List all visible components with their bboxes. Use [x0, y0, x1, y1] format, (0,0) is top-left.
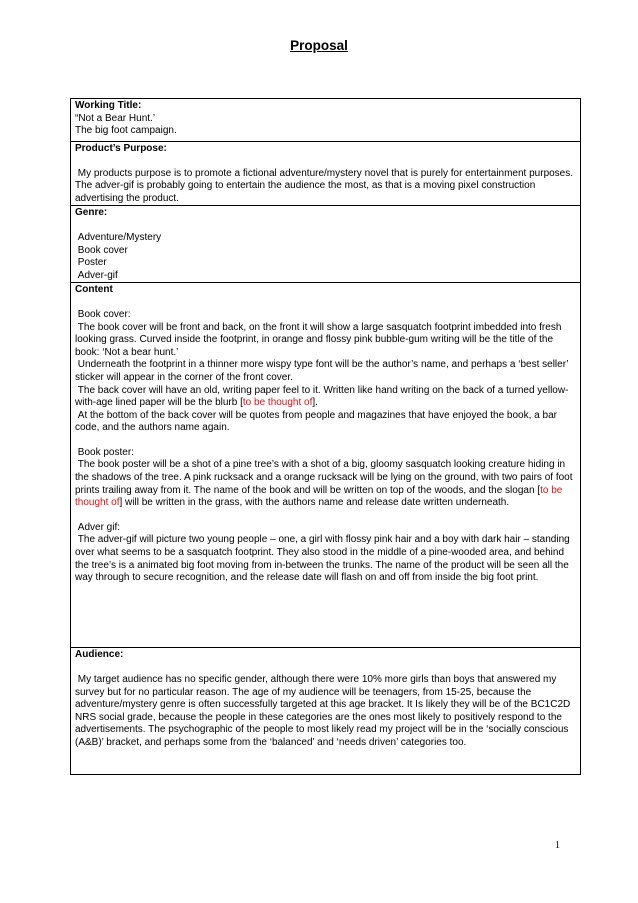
working-title-line2: The big foot campaign.: [75, 125, 177, 137]
purpose-cell: [71, 142, 581, 206]
purpose-row: [71, 142, 581, 206]
genre-item: Adver-gif: [75, 269, 118, 281]
book-cover-paragraph: Underneath the footprint in a thinner more wispy type font will be the author’s name, and perhaps a ‘best seller’ sticker will appear in the corner of the front cover.: [75, 359, 572, 383]
book-poster-label: Book poster:: [75, 446, 134, 458]
blurb-placeholder: to be thought of: [242, 397, 313, 409]
working-title-row: [71, 99, 581, 142]
content-cell: [71, 283, 581, 648]
poster-text-b: ] will be written in the grass, with the authors name and release date written underneath.: [119, 497, 510, 509]
content-row: [71, 283, 581, 648]
adver-gif-paragraph: The adver-gif will picture two young people – one, a girl with flossy pink hair and a boy with dark hair – standing over what seems to be a sasquatch footprint. They also stood in the middle of a pine-wooded area, and behind the tree’s is a animated big foot moving from in-between the trunks. The name of the product will be seen all the way through to secure recognition, and the release date will flash on and off from inside the big foot print.: [75, 534, 573, 584]
genre-item: Adventure/Mystery: [75, 231, 162, 243]
genre-heading: Genre:: [75, 207, 108, 219]
genre-row: [71, 206, 581, 283]
blurb-text-b: ].: [312, 397, 318, 409]
audience-cell: [71, 648, 581, 775]
purpose-heading: Product’s Purpose:: [75, 143, 167, 154]
genre-cell: [71, 206, 581, 283]
working-title-cell: [71, 99, 581, 142]
genre-item: Poster: [75, 257, 107, 269]
purpose-text: My products purpose is to promote a fictional adventure/mystery novel that is purely for entertainment purposes. The adver-gif is probably going to entertain the audience the most, as that is a moving pixel construction advertising the product.: [75, 167, 576, 204]
working-title-line1: “Not a Bear Hunt.’: [75, 112, 156, 124]
adver-gif-label: Adver gif:: [75, 521, 121, 533]
book-cover-paragraph: The book cover will be front and back, on the front it will show a large sasquatch footprint imbedded into fresh looking grass. Curved inside the footprint, in orange and flossy pink bubble-gum writing will be the title of the book: ‘Not a bear hunt.’: [75, 321, 565, 358]
poster-text-a: The book poster will be a shot of a pine tree’s with a shot of a big, gloomy sasquatch looking creature hiding in the shadows of the tree. A pink rucksack and a orange rucksack will be lying on the ground, with two pairs of foot prints trailing away from it. The name of the book and will be written on top of the woods, and the slogan [: [75, 459, 576, 496]
audience-heading: Audience:: [75, 649, 124, 661]
book-poster-paragraph: [75, 459, 576, 509]
genre-item: Book cover: [75, 244, 128, 256]
book-cover-blurb-paragraph: [75, 385, 576, 410]
content-heading: Content: [75, 284, 113, 296]
blurb-text-a: The back cover will have an old, writing paper feel to it. Written like hand writing on the back of a turned yellow-with-age lined paper will be the blurb [: [75, 384, 569, 409]
audience-text: My target audience has no specific gender, although there were 10% more girls than boys that answered my survey but for no particular reason. The age of my audience will be teenagers, from 15-25, because the adventure/mystery genre is often successfully targeted at this age bracket. It Is likely they will be of the BC1C2D NRS social grade, because the people in these categories are the ones most likely to positively respond to the advertisements. The psychographic of the people to most likely read my project will be in the ‘socially conscious (A&B)’ bracket, and perhaps some from the ‘balanced’ and ‘needs driven’ categories too.: [75, 673, 574, 748]
page-number: 1: [555, 840, 560, 851]
proposal-table: [70, 98, 581, 775]
book-cover-paragraph: At the bottom of the back cover will be quotes from people and magazines that have enjoyed the book, a bar code, and the authors name again.: [75, 409, 560, 434]
working-title-heading: Working Title:: [75, 100, 142, 111]
page-title: Proposal: [290, 38, 348, 53]
book-cover-label: Book cover:: [75, 308, 131, 320]
audience-row: [71, 648, 581, 775]
slogan-placeholder: to be thought of: [75, 484, 566, 509]
